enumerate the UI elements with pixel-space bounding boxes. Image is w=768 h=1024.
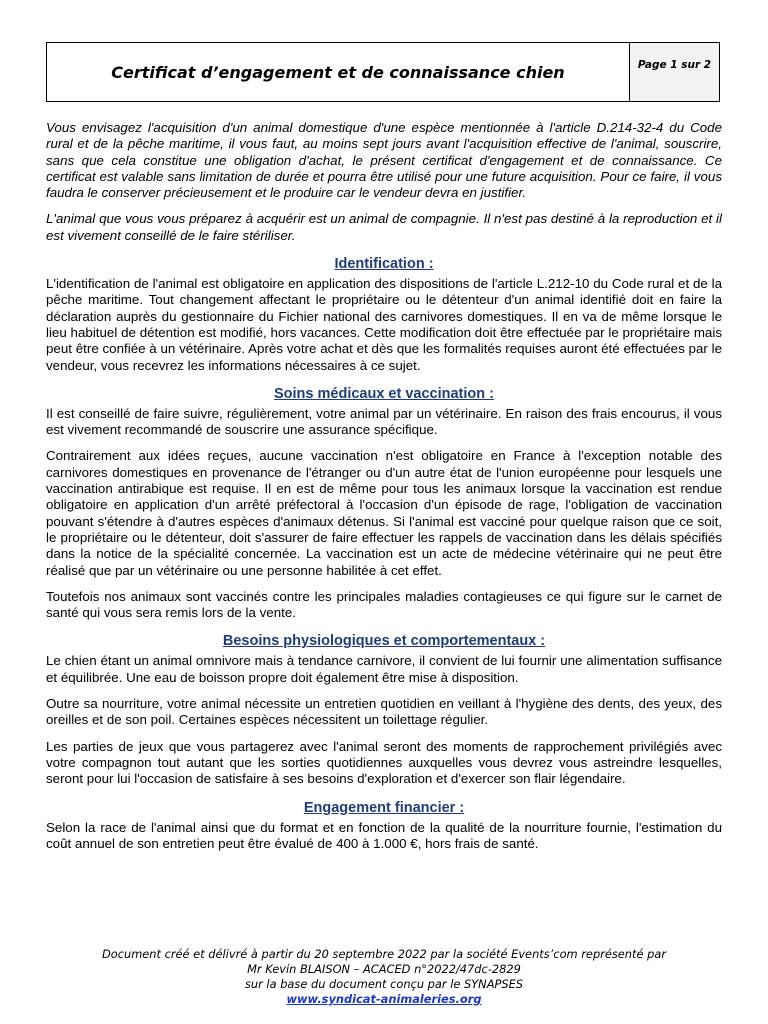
document-footer xyxy=(0,947,768,1007)
soins-paragraph-2: Contrairement aux idées reçues, aucune vaccination n'est obligatoire en France à l'exception notable des carnivores domestiques en provenance de l'étranger ou d'un autre état de l'union européenne pour lesquels une vaccination antirabique est requise. Il en est de même pour tous les animaux lorsque la vaccination est rendue obligatoire en application d'un arrêté préfectoral à l'occasion d'un épisode de rage, l'obligation de vaccination pouvant s'étendre à d'autres espèces d'animaux détenus. Si l'animal est vacciné pour quelque raison que ce soit, le propriétaire ou le détenteur, doit s'assurer de faire effectuer les rappels de vaccination dans les délais spécifiés dans la notice de la spécialité concernée. La vaccination est un acte de médecine vétérinaire qui ne peut être réalisé que par un vétérinaire ou une personne habilitée à cet effet. xyxy=(46,448,722,578)
footer-website-link[interactable]: www.syndicat-animaleries.org xyxy=(286,992,482,1006)
intro-paragraph-2: L'animal que vous vous préparez à acquérir est un animal de compagnie. Il n'est pas destiné à la reproduction et il est vivement conseillé de le faire stériliser. xyxy=(46,211,722,243)
identification-paragraph: L'identification de l'animal est obligatoire en application des dispositions de l'article L.212-10 du Code rural et de la pêche maritime. Tout changement affectant le propriétaire ou le détenteur d'un animal identifié doit en faire la déclaration auprès du gestionnaire du Fichier national des carnivores domestiques. Il en va de même lorsque le lieu habituel de détention est modifié, hors vacances. Cette modification doit être effectuée par le propriétaire mais peut être confiée à un vétérinaire. Après votre achat et dès que les formalités requises auront été effectuées par le vendeur, vous recevrez les informations nécessaires à ce sujet. xyxy=(46,276,722,373)
soins-paragraph-1: Il est conseillé de faire suivre, régulièrement, votre animal par un vétérinaire. En raison des frais encourus, il vous est vivement recommandé de souscrire une assurance spécifique. xyxy=(46,405,722,438)
footer-line-1: Document créé et délivré à partir du 20 septembre 2022 par la société Events’com représenté par xyxy=(101,947,667,961)
document-header xyxy=(46,42,720,102)
document-title: Certificat d’engagement et de connaissance chien xyxy=(111,62,565,82)
page-indicator: Page 1 sur 2 xyxy=(629,43,719,101)
section-heading-identification: Identification : xyxy=(334,256,434,273)
document-body xyxy=(46,120,722,862)
intro-paragraph-1: Vous envisagez l'acquisition d'un animal domestique d'une espèce mentionnée à l'article D.214-32-4 du Code rural et de la pêche maritime, il vous faut, au moins sept jours avant l'acquisition effective de l'animal, souscrire, sans que cela constitue une obligation d'achat, le présent certificat d'engagement et de connaissance. Ce certificat est valable sans limitation de durée et pourra être utilisé pour une future acquisition. Pour ce faire, il vous faudra le conserver précieusement et le produire car le vendeur devra en justifier. xyxy=(46,120,722,201)
engagement-paragraph: Selon la race de l'animal ainsi que du format et en fonction de la qualité de la nourriture fournie, l'estimation du coût annuel de son entretien peut être évalué de 400 à 1.000 €, hors frais de santé. xyxy=(46,819,722,851)
besoins-paragraph-3: Les parties de jeux que vous partagerez avec l'animal seront des moments de rapprochement privilégiés avec votre compagnon tout autant que les sorties quotidiennes auxquelles vous devrez vous astreindre lesquelles, seront pour lui l'occasion de satisfaire à ses besoins d'exploration et d'exercer son flair légendaire. xyxy=(46,738,722,787)
soins-paragraph-3: Toutefois nos animaux sont vaccinés contre les principales maladies contagieuses ce qui figure sur le carnet de santé qui vous sera remis lors de la vente. xyxy=(46,588,722,621)
footer-line-2: Mr Kevin BLAISON – ACACED n°2022/47dc-2829 xyxy=(247,962,521,976)
besoins-paragraph-1: Le chien étant un animal omnivore mais à tendance carnivore, il convient de lui fournir une alimentation suffisance et équilibrée. Une eau de boisson propre doit également être mise à disposition. xyxy=(46,653,722,685)
section-heading-engagement: Engagement financier : xyxy=(303,799,465,816)
footer-line-3: sur la base du document conçu par le SYNAPSES xyxy=(244,977,524,991)
section-heading-soins: Soins médicaux et vaccination : xyxy=(274,385,494,402)
section-heading-besoins: Besoins physiologiques et comportementaux : xyxy=(222,633,546,650)
besoins-paragraph-2: Outre sa nourriture, votre animal nécessite un entretien quotidien en veillant à l'hygiène des dents, des yeux, des oreilles et de son poil. Certaines espèces nécessitent un toilettage régulier. xyxy=(46,696,722,728)
